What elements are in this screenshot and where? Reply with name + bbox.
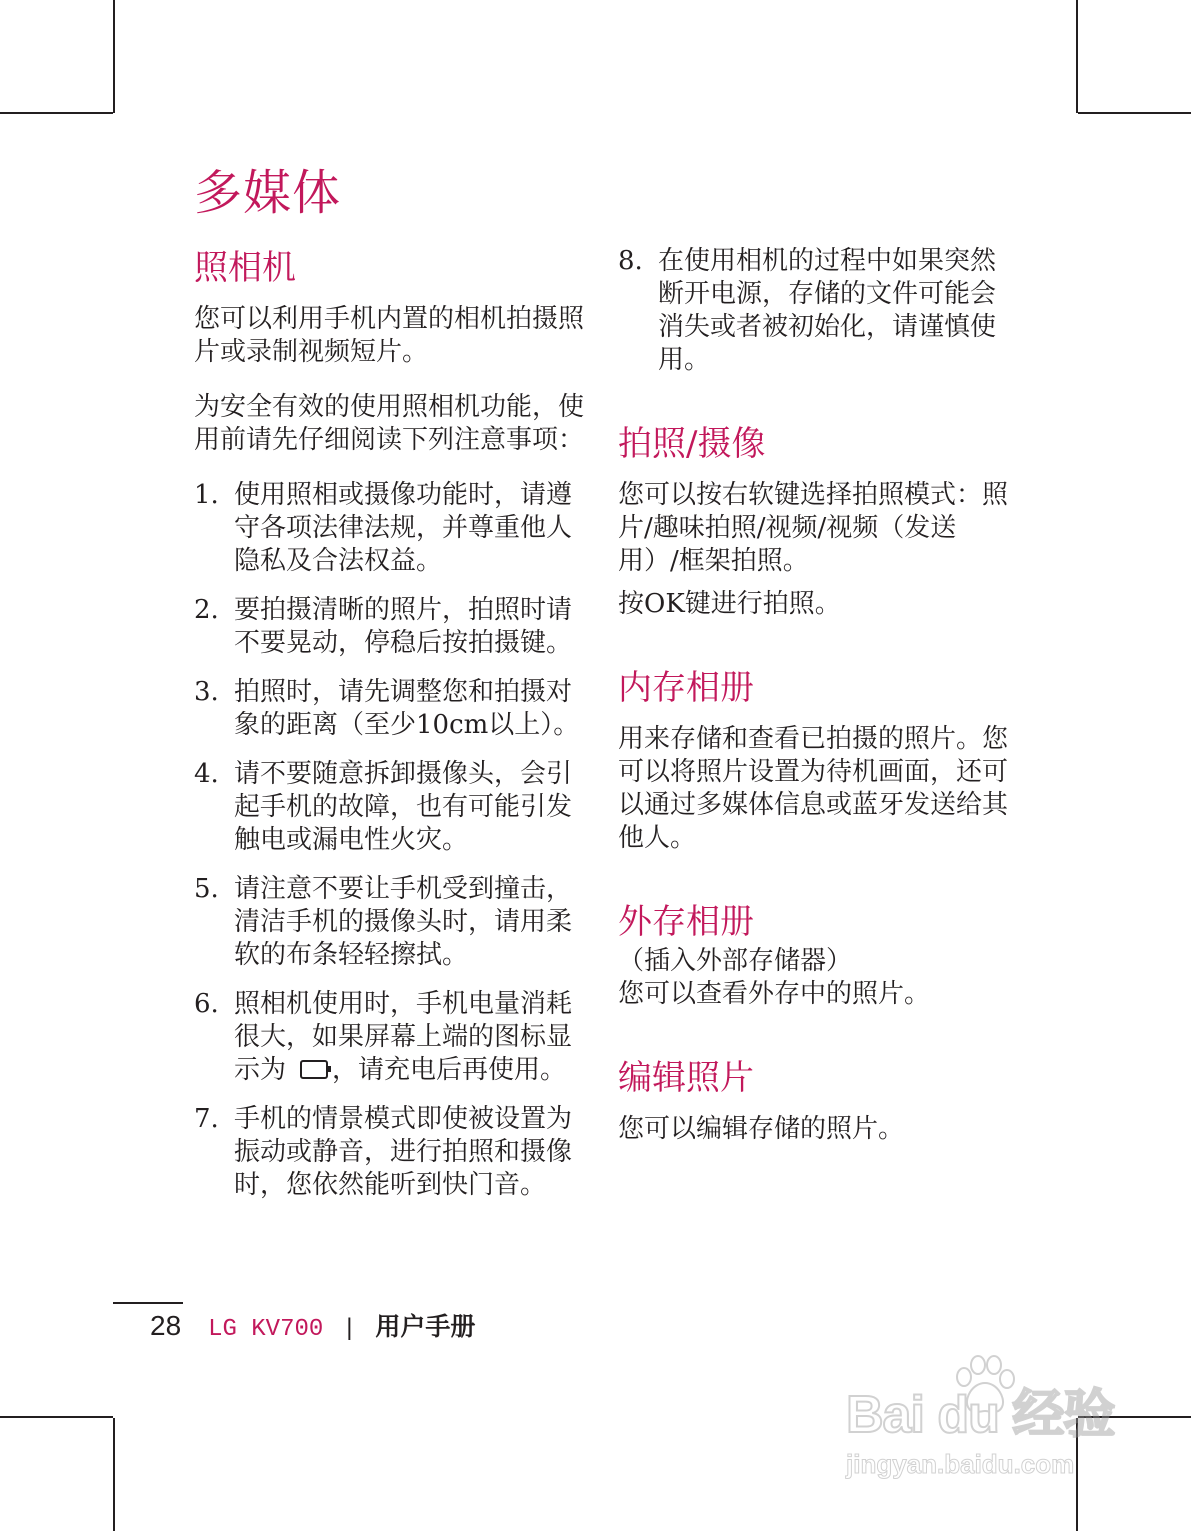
battery-empty-icon [300,1060,328,1079]
crop-mark-top-right-h [1078,112,1191,114]
list-item-number: 6. [194,989,219,1019]
footer-manual-label: 用户手册 [375,1312,476,1341]
list-item [194,873,584,972]
section-capture [618,421,1008,621]
list-item-number: 1. [194,480,219,510]
notes-list [194,479,584,1202]
list-item-text: 照相机使用时，手机电量消耗很大，如果屏幕上端的图标显示为 [234,989,573,1085]
list-item-text-after-icon: ，请充电后再使用。 [332,1055,567,1085]
crop-mark-top-left [113,0,115,113]
list-item-number: 7. [194,1104,219,1134]
list-item-number: 3. [194,677,219,707]
section-external-album [618,899,1008,1011]
page-number: 28 [150,1310,182,1341]
list-item-text: 要拍摄清晰的照片，拍照时请不要晃动，停稳后按拍摄键。 [234,595,573,658]
right-column [618,245,1008,1146]
section-heading-internal-album: 内存相册 [618,668,754,708]
footer-separator: | [346,1314,353,1341]
safety-paragraph: 为安全有效的使用照相机功能，使用前请先仔细阅读下列注意事项： [194,392,585,455]
capture-paragraph: 您可以按右软键选择拍照模式：照片/趣味拍照/视频/视频（发送用）/框架拍照。 [618,480,1009,576]
footer [150,1306,475,1350]
intro-paragraph: 您可以利用手机内置的相机拍摄照片或录制视频短片。 [194,304,585,367]
list-item-text: 使用照相或摄像功能时，请遵守各项法律法规，并尊重他人隐私及合法权益。 [234,480,573,576]
external-album-subheading: （插入外部存储器） [618,946,853,976]
list-item [194,988,584,1087]
section-heading-capture: 拍照/摄像 [618,424,766,464]
section-heading-camera: 照相机 [194,248,296,288]
left-column [194,245,584,1218]
watermark-url: jingyan.baidu.com [846,1449,1075,1479]
notes-list-continued [618,245,1008,377]
watermark-brand: Bai du 经验 [846,1386,1115,1444]
section-heading-edit-photo: 编辑照片 [618,1058,754,1098]
list-item [194,594,584,660]
edit-photo-paragraph: 您可以编辑存储的照片。 [618,1114,905,1144]
list-item [194,758,584,857]
external-album-paragraph: 您可以查看外存中的照片。 [618,979,931,1009]
list-item-text: 请不要随意拆卸摄像头，会引起手机的故障，也有可能引发触电或漏电性火灾。 [234,759,573,855]
list-item [194,479,584,578]
list-item-number: 2. [194,595,219,625]
page-title: 多媒体 [194,165,342,221]
section-internal-album [618,665,1008,855]
list-item-number: 4. [194,759,219,789]
footer-rule [113,1302,183,1304]
crop-mark-top-left-h [0,112,113,114]
list-item-number: 8. [618,246,643,276]
list-item [194,676,584,742]
crop-mark-bottom-left-h [0,1416,113,1418]
list-item [618,245,1008,377]
list-item-text: 在使用相机的过程中如果突然断开电源，存储的文件可能会消失或者被初始化，请谨慎使用。 [658,246,997,375]
baidu-watermark [842,1355,1132,1495]
section-edit-photo [618,1055,1008,1146]
crop-mark-top-right [1076,0,1078,113]
list-item-text: 手机的情景模式即使被设置为振动或静音，进行拍照和摄像时，您依然能听到快门音。 [234,1104,573,1200]
crop-mark-bottom-left [113,1418,115,1531]
capture-ok-paragraph: 按OK键进行拍照。 [618,589,841,619]
list-item-text: 拍照时，请先调整您和拍摄对象的距离（至少10cm以上）。 [234,677,580,740]
list-item-text: 请注意不要让手机受到撞击，清洁手机的摄像头时，请用柔软的布条轻轻擦拭。 [234,874,573,970]
list-item [194,1103,584,1202]
list-item-number: 5. [194,874,219,904]
footer-model: LG KV700 [208,1316,324,1343]
section-heading-external-album: 外存相册 [618,902,754,942]
internal-album-paragraph: 用来存储和查看已拍摄的照片。您可以将照片设置为待机画面，还可以通过多媒体信息或蓝牙发送给其他人。 [618,724,1009,853]
